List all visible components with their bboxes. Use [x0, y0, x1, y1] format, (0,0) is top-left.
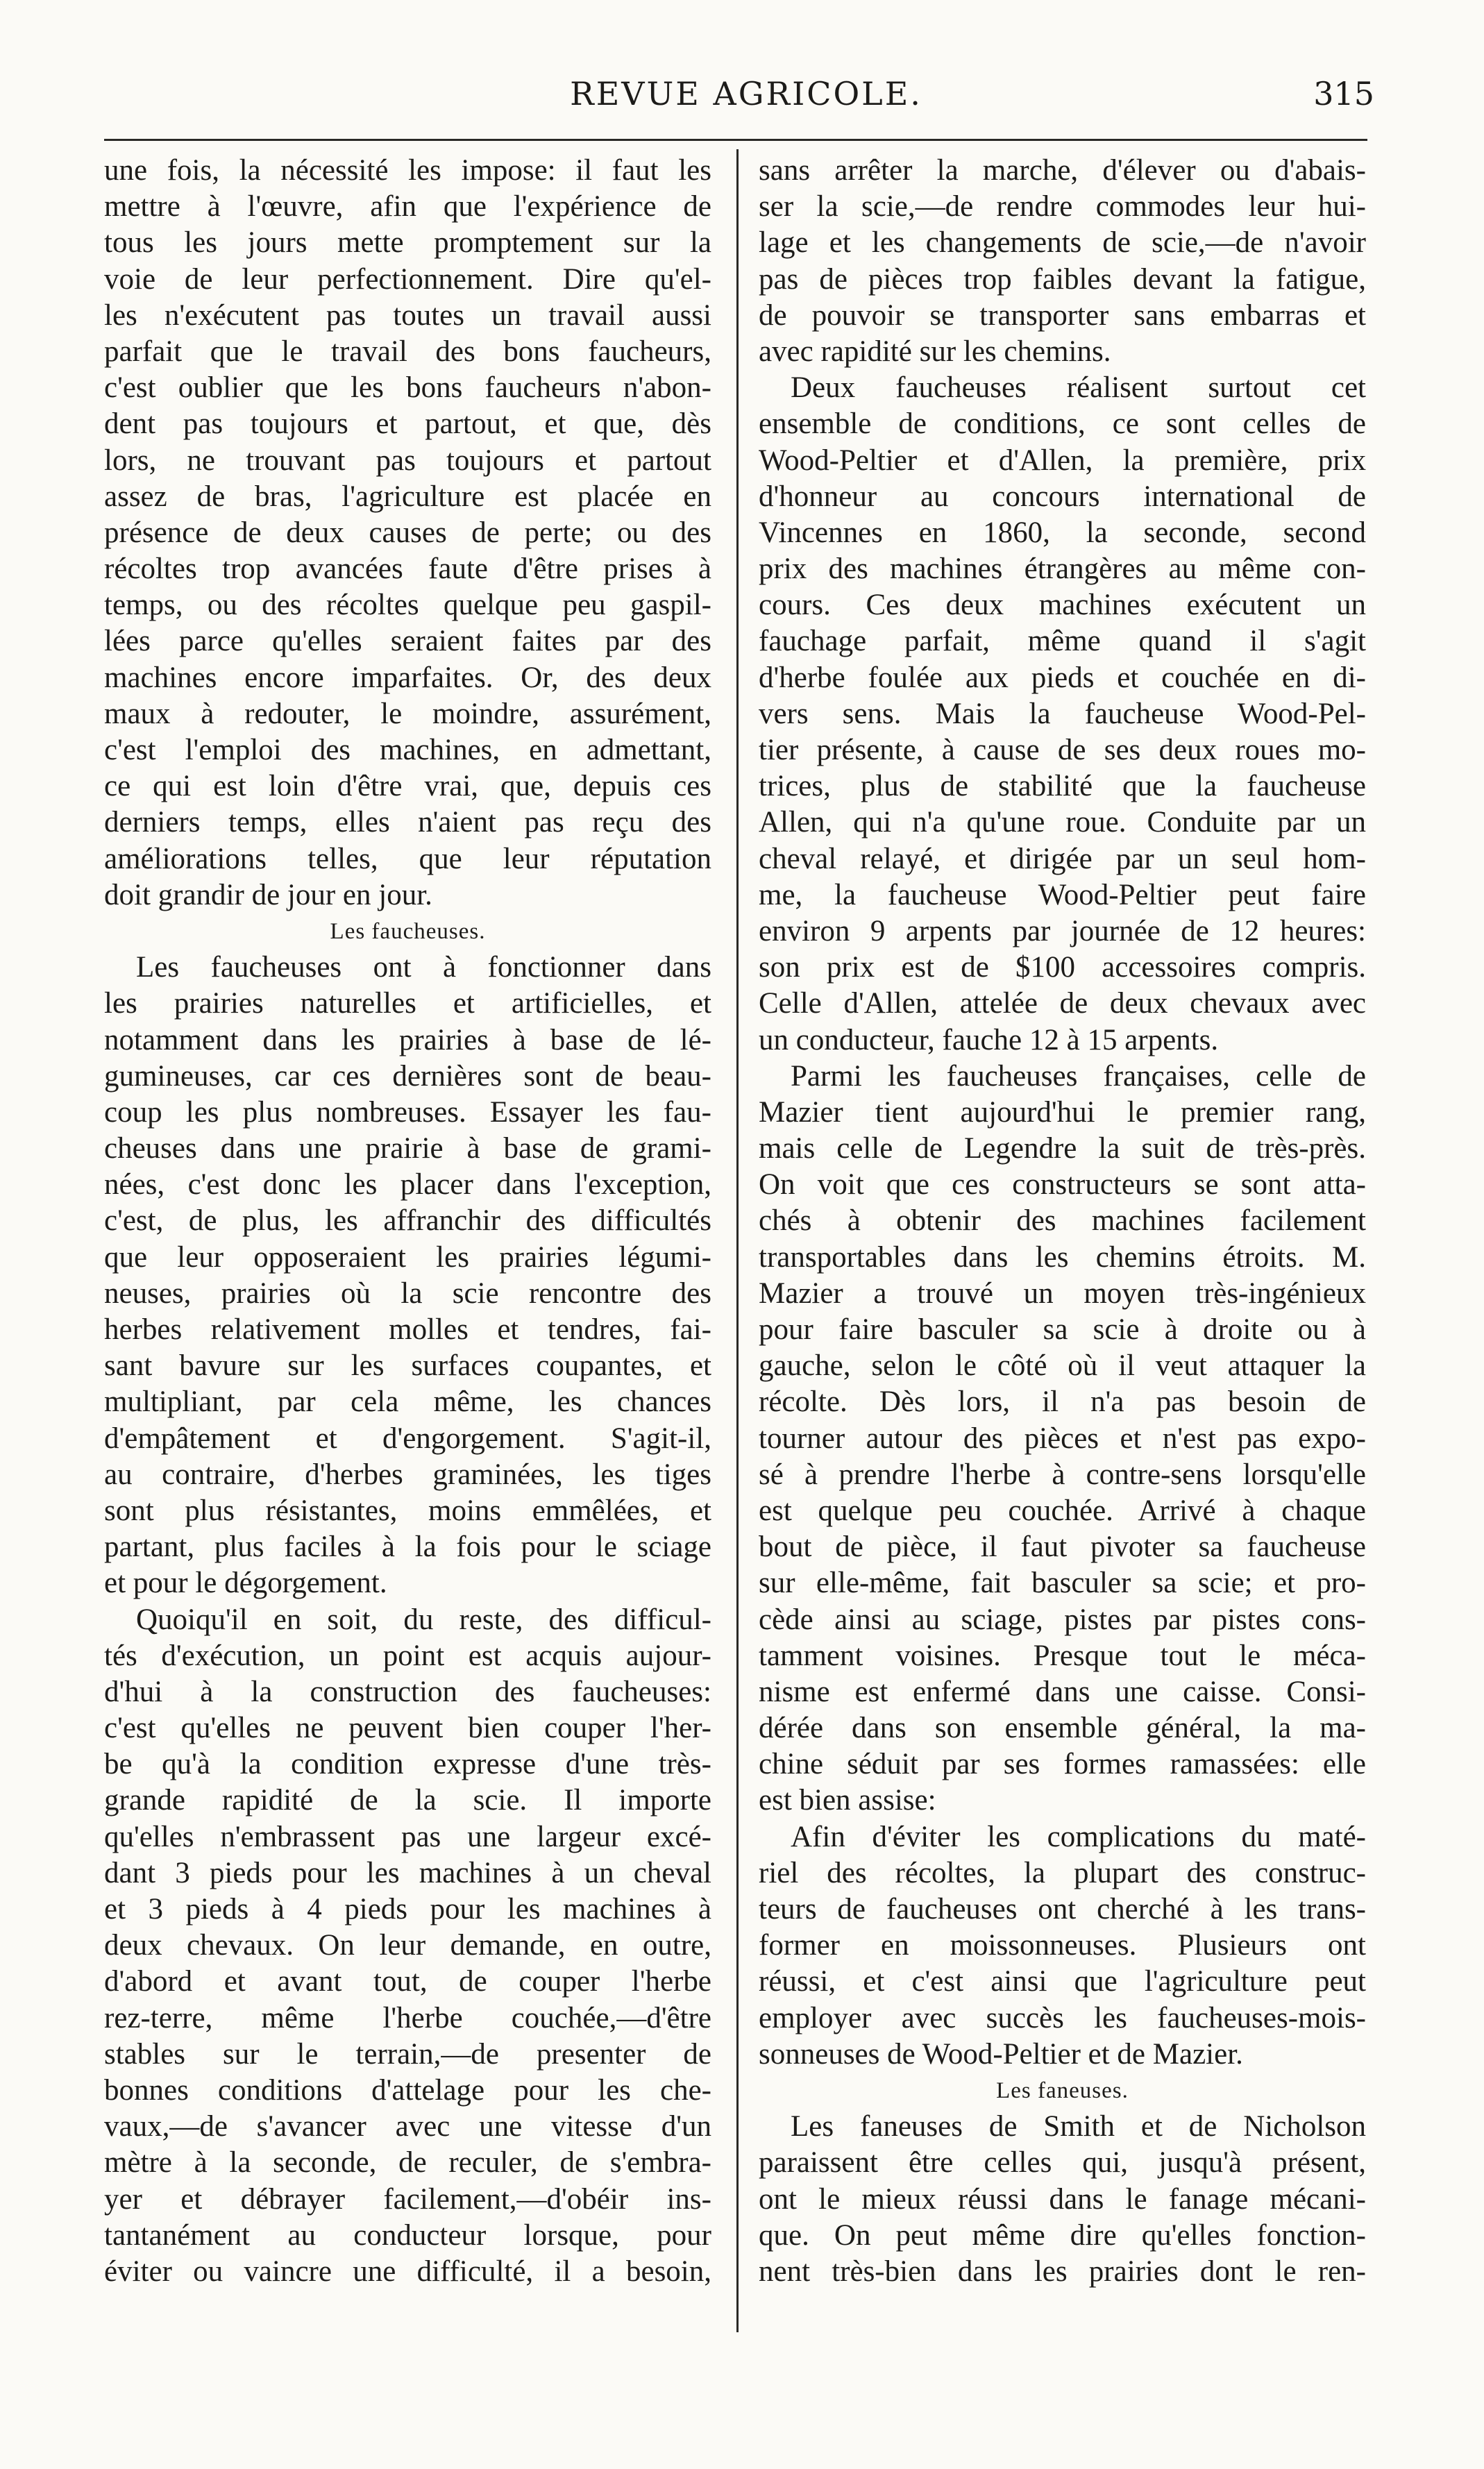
text-line: deux chevaux. On leur demande, en outre, — [104, 1929, 711, 1962]
text-line: environ 9 arpents par journée de 12 heures: — [759, 914, 1366, 947]
text-line: sans arrêter la marche, d'élever ou d'abais- — [759, 154, 1366, 187]
text-line: Mazier a trouvé un moyen très-ingénieux — [759, 1276, 1366, 1310]
text-line: dérée dans son ensemble général, la ma- — [759, 1712, 1366, 1745]
text-line: teurs de faucheuses ont cherché à les trans- — [759, 1893, 1366, 1926]
text-line: Mazier tient aujourd'hui le premier rang, — [759, 1095, 1366, 1129]
column-divider — [736, 149, 739, 2332]
text-line: voie de leur perfectionnement. Dire qu'el- — [104, 262, 711, 296]
text-line: former en moissonneuses. Plusieurs ont — [759, 1929, 1366, 1962]
text-line: c'est oublier que les bons faucheurs n'abon- — [104, 371, 711, 405]
text-line: riel des récoltes, la plupart des construc- — [759, 1856, 1366, 1889]
page-number: 315 — [1313, 75, 1374, 112]
text-line: pas de pièces trop faibles devant la fatigue, — [759, 262, 1366, 296]
text-line: tantanément au conducteur lorsque, pour — [104, 2218, 711, 2252]
text-line: tous les jours mette promptement sur la — [104, 226, 711, 260]
text-line: sant bavure sur les surfaces coupantes, et — [104, 1349, 711, 1383]
text-line: mettre à l'œuvre, afin que l'expérience de — [104, 190, 711, 224]
text-line: un conducteur, fauche 12 à 15 arpents. — [759, 1023, 1219, 1056]
text-line: d'empâtement et d'engorgement. S'agit-il, — [104, 1422, 711, 1455]
text-line: coup les plus nombreuses. Essayer les fau- — [104, 1095, 711, 1129]
text-line: Les faneuses de Smith et de Nicholson — [791, 2110, 1366, 2143]
text-line: notamment dans les prairies à base de lé- — [104, 1023, 711, 1056]
text-line: ont le mieux réussi dans le fanage mécani- — [759, 2182, 1366, 2216]
text-line: employer avec succès les faucheuses-mois- — [759, 2001, 1366, 2034]
text-line: de pouvoir se transporter sans embarras et — [759, 298, 1366, 332]
text-line: rez-terre, même l'herbe couchée,—d'être — [104, 2001, 711, 2034]
text-line: dent pas toujours et partout, et que, dès — [104, 407, 711, 441]
text-line: cheuses dans une prairie à base de grami- — [104, 1132, 711, 1165]
header-rule — [104, 139, 1367, 141]
text-line: et 3 pieds à 4 pieds pour les machines à — [104, 1893, 711, 1926]
text-line: grande rapidité de la scie. Il importe — [104, 1784, 711, 1817]
text-line: d'herbe foulée aux pieds et couchée en di- — [759, 661, 1366, 694]
text-line: dant 3 pieds pour les machines à un cheval — [104, 1856, 711, 1889]
text-line: qu'elles n'embrassent pas une largeur excé- — [104, 1820, 711, 1853]
text-line: réussi, et c'est ainsi que l'agriculture peut — [759, 1965, 1366, 1998]
text-line: bout de pièce, il faut pivoter sa faucheuse — [759, 1531, 1366, 1564]
text-line: gumineuses, car ces dernières sont de beau- — [104, 1059, 711, 1093]
text-line: Wood-Peltier et d'Allen, la première, prix — [759, 444, 1366, 477]
text-line: fauchage parfait, même quand il s'agit — [759, 625, 1366, 658]
text-line: d'hui à la construction des faucheuses: — [104, 1675, 711, 1708]
text-line: que. On peut même dire qu'elles fonction- — [759, 2218, 1366, 2252]
text-line: partant, plus faciles à la fois pour le sciage — [104, 1531, 711, 1564]
text-line: On voit que ces constructeurs se sont atta- — [759, 1168, 1366, 1202]
text-line: Afin d'éviter les complications du maté- — [791, 1820, 1366, 1853]
text-line: cède ainsi au sciage, pistes par pistes cons- — [759, 1603, 1366, 1636]
text-line: cheval relayé, et dirigée par un seul hom- — [759, 842, 1366, 875]
running-title: REVUE AGRICOLE. — [570, 75, 922, 112]
text-line: nisme est enfermé dans une caisse. Consi- — [759, 1675, 1366, 1708]
left-column — [104, 153, 711, 2290]
text-line: est quelque peu couchée. Arrivé à chaque — [759, 1494, 1366, 1527]
text-line: chés à obtenir des machines facilement — [759, 1204, 1366, 1238]
text-line: Deux faucheuses réalisent surtout cet — [791, 371, 1366, 405]
text-line: ensemble de conditions, ce sont celles de — [759, 407, 1366, 441]
text-line: présence de deux causes de perte; ou des — [104, 516, 711, 549]
text-line: que leur opposeraient les prairies légumi- — [104, 1240, 711, 1274]
text-line: transportables dans les chemins étroits. M. — [759, 1240, 1366, 1274]
text-line: sur elle-même, fait basculer sa scie; et pro- — [759, 1567, 1366, 1600]
text-line: c'est, de plus, les affranchir des difficultés — [104, 1204, 711, 1238]
text-line: herbes relativement molles et tendres, fai- — [104, 1313, 711, 1346]
text-line: tourner autour des pièces et n'est pas expo- — [759, 1422, 1366, 1455]
text-line: yer et débrayer facilement,—d'obéir ins- — [104, 2182, 711, 2216]
text-line: récoltes trop avancées faute d'être prises à — [104, 553, 711, 586]
section-heading: Les faucheuses. — [330, 918, 486, 944]
text-line: ser la scie,—de rendre commodes leur hui- — [759, 190, 1366, 224]
text-line: prix des machines étrangères au même con- — [759, 553, 1366, 586]
text-line: une fois, la nécessité les impose: il faut les — [104, 154, 711, 187]
text-line: temps, ou des récoltes quelque peu gaspil- — [104, 589, 711, 622]
section-heading: Les faneuses. — [996, 2078, 1129, 2103]
text-line: les prairies naturelles et artificielles, et — [104, 987, 711, 1020]
text-line: nées, c'est donc les placer dans l'exception, — [104, 1168, 711, 1202]
text-line: doit grandir de jour en jour. — [104, 878, 432, 911]
text-line: tier présente, à cause de ses deux roues mo- — [759, 734, 1366, 766]
text-line: d'honneur au concours international de — [759, 480, 1366, 513]
text-line: Vincennes en 1860, la seconde, second — [759, 516, 1366, 549]
text-line: mètre à la seconde, de reculer, de s'embra- — [104, 2146, 711, 2180]
text-line: chine séduit par ses formes ramassées: elle — [759, 1748, 1366, 1781]
text-line: sé à prendre l'herbe à contre-sens lorsqu'elle — [759, 1458, 1366, 1491]
text-line: éviter ou vaincre une difficulté, il a besoin, — [104, 2255, 711, 2288]
right-column — [759, 153, 1366, 2290]
text-line: be qu'à la condition expresse d'une très- — [104, 1748, 711, 1781]
text-line: c'est qu'elles ne peuvent bien couper l'her- — [104, 1712, 711, 1745]
text-line: avec rapidité sur les chemins. — [759, 335, 1111, 368]
text-line: Les faucheuses ont à fonctionner dans — [136, 951, 711, 984]
text-line: machines encore imparfaites. Or, des deux — [104, 661, 711, 694]
text-line: Quoiqu'il en soit, du reste, des difficul- — [136, 1603, 711, 1636]
text-line: et pour le dégorgement. — [104, 1567, 387, 1600]
text-line: les n'exécutent pas toutes un travail aussi — [104, 298, 711, 332]
text-line: bonnes conditions d'attelage pour les che- — [104, 2073, 711, 2107]
text-line: trices, plus de stabilité que la faucheuse — [759, 770, 1366, 803]
text-line: multipliant, par cela même, les chances — [104, 1385, 711, 1419]
text-line: récolte. Dès lors, il n'a pas besoin de — [759, 1385, 1366, 1419]
text-line: Celle d'Allen, attelée de deux chevaux avec — [759, 987, 1366, 1020]
text-line: neuses, prairies où la scie rencontre des — [104, 1276, 711, 1310]
text-line: Allen, qui n'a qu'une roue. Conduite par un — [759, 806, 1366, 839]
text-line: son prix est de $100 accessoires compris. — [759, 951, 1366, 984]
text-line: lors, ne trouvant pas toujours et partout — [104, 444, 711, 477]
text-line: parfait que le travail des bons faucheurs, — [104, 335, 711, 368]
text-line: stables sur le terrain,—de presenter de — [104, 2037, 711, 2071]
text-line: lées parce qu'elles seraient faites par des — [104, 625, 711, 658]
text-line: pour faire basculer sa scie à droite ou à — [759, 1313, 1366, 1346]
text-line: Parmi les faucheuses françaises, celle de — [791, 1059, 1366, 1093]
text-line: vers sens. Mais la faucheuse Wood-Pel- — [759, 697, 1366, 730]
text-line: nent très-bien dans les prairies dont le ren- — [759, 2255, 1366, 2288]
text-line: d'abord et avant tout, de couper l'herbe — [104, 1965, 711, 1998]
text-line: me, la faucheuse Wood-Peltier peut faire — [759, 878, 1366, 911]
text-line: paraissent être celles qui, jusqu'à présent, — [759, 2146, 1366, 2180]
text-line: maux à redouter, le moindre, assurément, — [104, 697, 711, 730]
text-line: est bien assise: — [759, 1784, 936, 1817]
text-line: vaux,—de s'avancer avec une vitesse d'un — [104, 2110, 711, 2143]
text-line: tés d'exécution, un point est acquis aujour- — [104, 1639, 711, 1672]
text-line: au contraire, d'herbes graminées, les tiges — [104, 1458, 711, 1491]
text-line: améliorations telles, que leur réputation — [104, 842, 711, 875]
text-line: derniers temps, elles n'aient pas reçu des — [104, 806, 711, 839]
text-line: mais celle de Legendre la suit de très-près. — [759, 1132, 1366, 1165]
text-line: c'est l'emploi des machines, en admettant, — [104, 734, 711, 766]
text-line: sont plus résistantes, moins emmêlées, et — [104, 1494, 711, 1527]
text-line: cours. Ces deux machines exécutent un — [759, 589, 1366, 622]
text-line: gauche, selon le côté où il veut attaquer la — [759, 1349, 1366, 1383]
page-header — [104, 75, 1388, 130]
text-line: lage et les changements de scie,—de n'avoir — [759, 226, 1366, 260]
text-line: assez de bras, l'agriculture est placée en — [104, 480, 711, 513]
text-line: tamment voisines. Presque tout le méca- — [759, 1639, 1366, 1672]
text-line: ce qui est loin d'être vrai, que, depuis ces — [104, 770, 711, 803]
text-line: sonneuses de Wood-Peltier et de Mazier. — [759, 2037, 1243, 2071]
